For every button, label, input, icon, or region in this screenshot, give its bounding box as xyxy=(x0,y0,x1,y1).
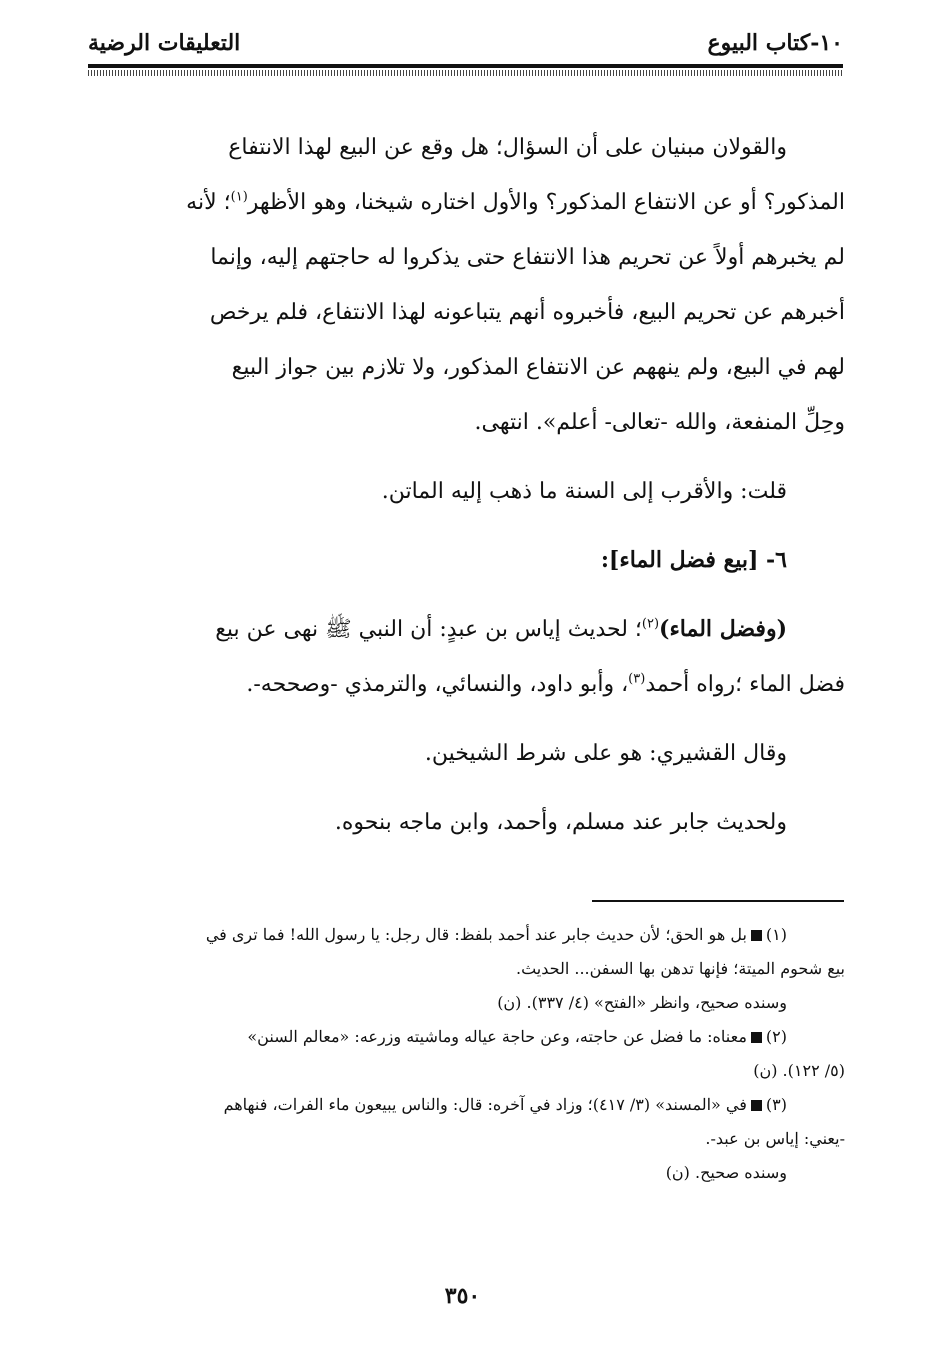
p1-line5: لهم في البيع، ولم ينههم عن الانتفاع المذكور، ولا تلازم بين جواز البيع xyxy=(231,355,845,380)
paragraph-hadith xyxy=(85,602,845,712)
running-title: التعليقات الرضية xyxy=(88,30,241,56)
footnote-2-line2: (٥/ ١٢٢). (ن) xyxy=(753,1061,845,1080)
footnote-2: (٢)معناه: ما فضل عن حاجته، وعن حاجة عياله وماشيته وزرعه: «معالم السنن» xyxy=(247,1027,787,1046)
square-marker-icon xyxy=(751,1100,762,1111)
p4-line1: ؛ لحديث إياس بن عبدٍ: أن النبي ﷺ نهى عن بيع xyxy=(215,617,642,642)
footnotes xyxy=(85,918,845,1190)
paragraph-1 xyxy=(85,120,845,450)
paragraph-jabir: ولحديث جابر عند مسلم، وأحمد، وابن ماجه بنحوه. xyxy=(334,810,787,835)
p1-line2: المذكور؟ أو عن الانتفاع المذكور؟ والأول اختاره شيخنا، وهو الأظهر$^{(١)}$؛ لأنه xyxy=(186,189,845,215)
footnote-3: (٣)في «المسند» (٣/ ٤١٧)؛ وزاد في آخره: قال: والناس يبيعون ماء الفرات، فنهاهم xyxy=(223,1095,787,1114)
footnote-separator xyxy=(592,900,844,902)
footnote-1-line2: بيع شحوم الميتة؛ فإنها تدهن بها السفن... الحديث. xyxy=(515,959,845,978)
footnote-ref-2[interactable]: (٢) xyxy=(641,616,660,632)
footnote-1-line3: وسنده صحيح، وانظر «الفتح» (٤/ ٣٣٧). (ن) xyxy=(497,993,787,1012)
footnote-3-line2: -يعني: إياس بن عبد-. xyxy=(705,1129,845,1148)
p1-line3: لم يخبرهم أولاً عن تحريم هذا الانتفاع حتى يذكروا له حاجتهم إليه، وإنما xyxy=(210,245,845,270)
footnote-ref-1[interactable]: (١) xyxy=(230,189,248,205)
square-marker-icon xyxy=(751,930,762,941)
p1-line1: والقولان مبنيان على أن السؤال؛ هل وقع عن البيع لهذا الانتفاع xyxy=(228,135,787,160)
page-number: ٣٥٠ xyxy=(444,1283,481,1309)
footnote-ref-3[interactable]: (٣) xyxy=(628,671,646,687)
running-header xyxy=(88,30,843,64)
section-heading: ٦- [بيع فضل الماء]: xyxy=(600,547,787,573)
footnote-3-number: (٣) xyxy=(765,1095,787,1114)
square-marker-icon xyxy=(751,1032,762,1043)
p1-line4: أخبرهم عن تحريم البيع، فأخبروه أنهم يتباعونه لهذا الانتفاع، فلم يرخص xyxy=(209,300,845,325)
p1-line6: وحِلِّ المنفعة، والله -تعالى- أعلم». انتهى. xyxy=(474,410,845,435)
paragraph-qushayri: وقال القشيري: هو على شرط الشيخين. xyxy=(424,741,787,766)
p4-line2: فضل الماء ؛رواه أحمد$^{(٣)}$، وأبو داود، والنسائي، والترمذي -وصححه-. xyxy=(246,671,845,697)
footnote-1: (١)بل هو الحق؛ لأن حديث جابر عند أحمد بلفظ: قال رجل: يا رسول الله! فما ترى في xyxy=(205,925,787,944)
header-rule xyxy=(88,64,843,68)
chapter-label: ١٠-كتاب البيوع xyxy=(707,30,843,56)
header-hatch-rule xyxy=(88,70,843,76)
matn-quote: (وفضل الماء) xyxy=(659,616,787,642)
paragraph-qult: قلت: والأقرب إلى السنة ما ذهب إليه الماتن. xyxy=(381,479,787,504)
footnote-1-number: (١) xyxy=(765,925,787,944)
footnote-3-line3: وسنده صحيح. (ن) xyxy=(665,1163,787,1182)
main-text xyxy=(85,120,845,850)
footnote-2-number: (٢) xyxy=(765,1027,787,1046)
